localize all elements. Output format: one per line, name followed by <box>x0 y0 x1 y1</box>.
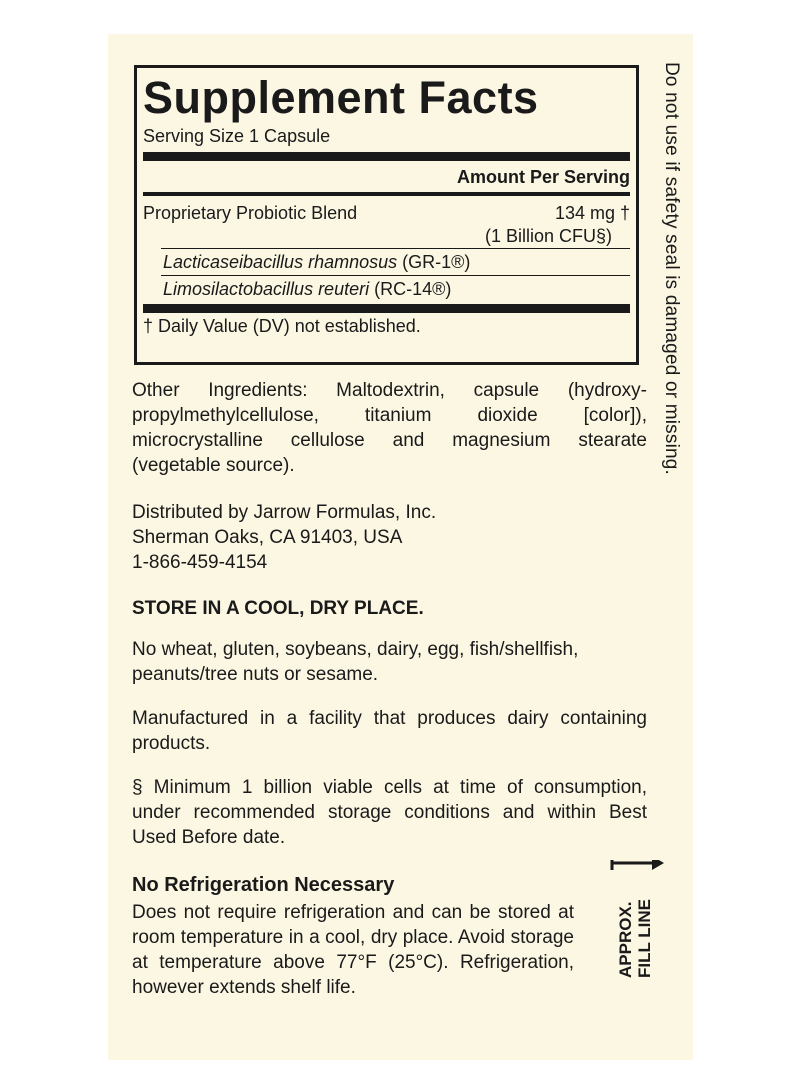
approx-fill-line <box>610 860 665 980</box>
distributor-info <box>132 500 647 575</box>
minimum-cells-note: § Minimum 1 billion viable cells at time of consumption, under recommended storage conditions and within Best Used Before date. <box>132 777 647 848</box>
strain-name: Lacticaseibacillus rhamnosus <box>163 252 398 272</box>
medium-divider <box>143 192 630 196</box>
strain-code: (RC-14®) <box>369 279 452 299</box>
fill-line-label-1: APPROX. <box>616 901 635 978</box>
refrigeration-heading: No Refrigeration Necessary <box>132 874 395 896</box>
distributor-name: Distributed by Jarrow Formulas, Inc. <box>132 502 437 523</box>
blend-name: Proprietary Probiotic Blend <box>143 203 358 223</box>
storage-instruction: STORE IN A COOL, DRY PLACE. <box>132 598 424 619</box>
strain-row <box>161 248 630 275</box>
thick-divider <box>143 152 630 161</box>
facts-title: Supplement Facts <box>143 72 539 123</box>
fill-line-label <box>616 899 654 978</box>
supplement-facts-panel <box>134 65 639 365</box>
strain-name: Limosilactobacillus reuteri <box>163 279 370 299</box>
safety-seal-text: Do not use if safety seal is damaged or missing. <box>661 62 682 476</box>
bottom-divider <box>143 304 630 313</box>
refrigeration-body: Does not require refrigeration and can be stored at room temperature in a cool, dry place. Avoid storage at temperature above 77°F (25°C). Refrigeration, however extends shelf life. <box>132 902 574 998</box>
allergen-statement: No wheat, gluten, soybeans, dairy, egg, fish/shellfish, peanuts/tree nuts or sesame. <box>132 639 579 685</box>
blend-amount: 134 mg † <box>554 203 630 223</box>
daily-value-note: † Daily Value (DV) not established. <box>143 316 421 336</box>
facility-statement: Manufactured in a facility that produces dairy containing products. <box>132 708 647 754</box>
fill-line-label-2: FILL LINE <box>635 898 654 978</box>
strain-code: (GR-1®) <box>397 252 471 272</box>
serving-size: Serving Size 1 Capsule <box>143 126 331 146</box>
safety-seal-note <box>654 62 684 582</box>
other-ingredients: Other Ingredients: Maltodextrin, capsule (hydroxy-propylmethylcellulose, titanium dioxide [color]), microcrystalline cellulose and magnesium stearate (vegetable source). <box>132 380 647 476</box>
blend-row <box>143 202 630 224</box>
distributor-phone: 1-866-459-4154 <box>132 552 268 573</box>
blend-cfu: (1 Billion CFU§) <box>484 226 612 246</box>
strain-row <box>161 275 630 302</box>
amount-per-serving-header: Amount Per Serving <box>456 167 630 187</box>
distributor-address: Sherman Oaks, CA 91403, USA <box>132 527 403 548</box>
